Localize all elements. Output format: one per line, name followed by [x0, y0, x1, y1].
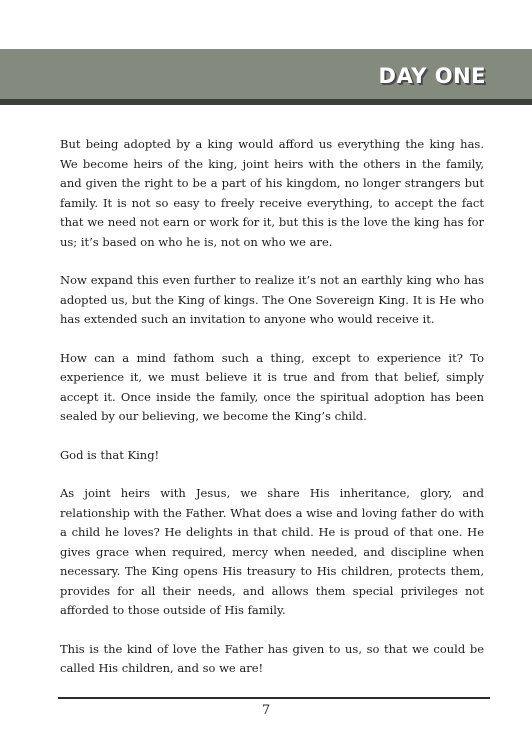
page-title: DAY ONE: [378, 64, 486, 88]
footer-rule: [58, 697, 490, 699]
paragraph: God is that King!: [60, 447, 160, 462]
body-text: [60, 135, 484, 698]
paragraph: But being adopted by a king would afford us everything the king has. We become heirs of the king, joint heirs with the others in the family, and given the right to be a part of his kingdom, no longer strangers but family. It is not so easy to freely receive everything, to accept the fact that we need not earn or work for it, but this is the love the king has for us; it’s based on who he is, not on who we are.: [60, 137, 484, 249]
page-number: 7: [261, 703, 271, 718]
header-rule: [0, 99, 532, 105]
paragraph: Now expand this even further to realize it’s not an earthly king who has adopted us, but the King of kings. The One Sovereign King. It is He who has extended such an invitation to anyone who would receive it.: [60, 273, 484, 326]
paragraph: How can a mind fathom such a thing, except to experience it? To experience it, we must believe it is true and from that belief, simply accept it. Once inside the family, once the spiritual adoption has been sealed by our believing, we become the King’s child.: [60, 350, 484, 423]
paragraph: As joint heirs with Jesus, we share His inheritance, glory, and relationship with the Father. What does a wise and loving father do with a child he loves? He delights in that child. He is proud of that one. He gives grace when required, mercy when needed, and discipline when necessary. The King opens His treasury to His children, protects them, provides for all their needs, and allows them special privileges not afforded to those outside of His family.: [60, 486, 484, 617]
paragraph: This is the kind of love the Father has given to us, so that we could be called His children, and so we are!: [60, 641, 484, 675]
